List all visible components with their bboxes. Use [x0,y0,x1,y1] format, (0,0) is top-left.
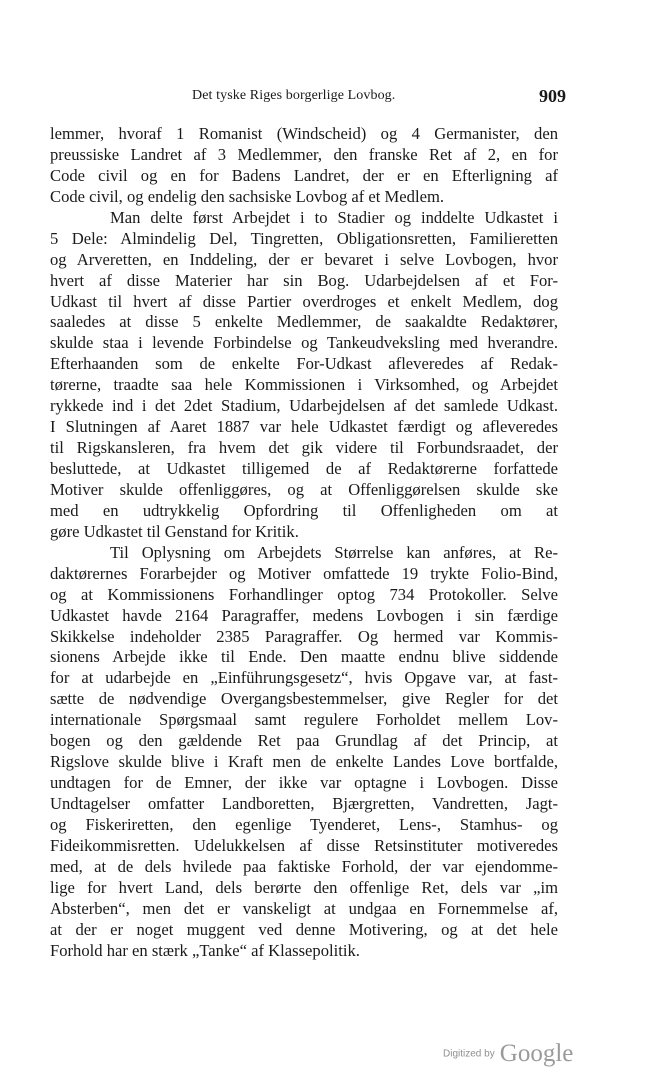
text-line: for at udarbejde en „Einführungsgesetz“, hvis Opgave var, at fast- [50,668,558,688]
text-line: med en udtrykkelig Opfordring til Offenligheden om at [50,500,558,520]
text-line: Code civil, og endelig den sachsiske Lovbog af et Medlem. [50,186,445,206]
text-line: tørerne, traadte saa hele Kommissionen i Virksomhed, og Arbejdet [50,375,558,395]
text-line: Undtagelser omfatter Landboretten, Bjærgretten, Vandretten, Jagt- [50,794,558,813]
text-line: Til Oplysning om Arbejdets Størrelse kan anføres, at Re- [110,542,558,562]
body-text [50,124,558,962]
text-line: til Rigskansleren, fra hvem det gik videre til Forbundsraadet, der [50,438,558,458]
text-line: rykkede ind i det 2det Stadium, Udarbejdelsen af det samlede Udkast. [50,396,558,416]
text-line: sionens Arbejde ikke til Ende. Den maatte endnu blive siddende [50,647,558,667]
text-line: Fideikommisretten. Udelukkelsen af disse Retsinstituter motiveredes [50,835,558,855]
text-line: undtagen for de Emner, der ikke var optagne i Lovbogen. Disse [50,773,558,793]
text-line: sætte de nødvendige Overgangsbestemmelser, give Regler for det [50,689,558,709]
text-line: Code civil og en for Badens Landret, der er en Efterligning af [50,165,558,185]
text-line: Udkast til hvert af disse Partier overdroges et enkelt Medlem, dog [50,291,558,311]
text-line: og at Kommissionens Forhandlinger optog 734 Protokoller. Selve [50,584,558,604]
text-line: og Fiskeriretten, den egenlige Tyenderet, Lens-, Stamhus- og [50,814,558,834]
text-line: Motiver skulde offenliggøres, og at Offenliggørelsen skulde ske [50,479,558,499]
text-line: I Slutningen af Aaret 1887 var hele Udkastet færdigt og afleveredes [50,417,558,437]
text-line: gøre Udkastet til Genstand for Kritik. [50,521,299,541]
text-line: med, at de dels hvilede paa faktiske Forhold, der var ejendomme- [50,856,558,876]
page-number: 909 [539,86,566,106]
digitized-watermark [443,1040,573,1068]
text-line: preussiske Landret af 3 Medlemmer, den franske Ret af 2, en for [50,144,558,164]
digitized-by-label: Digitized by [443,1048,495,1060]
text-line: lige for hvert Land, dels berørte den offenlige Ret, dels var „im [50,877,558,897]
text-line: 5 Dele: Almindelig Del, Tingretten, Obligationsretten, Familieretten [50,228,558,248]
paragraph-3 [50,543,558,962]
text-line: daktørernes Forarbejder og Motiver omfattede 19 trykte Folio-Bind, [50,563,558,583]
text-line: Udkastet havde 2164 Paragraffer, medens Lovbogen i sin færdige [50,605,558,625]
text-line: Efterhaanden som de enkelte For-Udkast afleveredes af Redak- [50,354,558,374]
text-line: hvert af disse Materier har sin Bog. Udarbejdelsen af et For- [50,270,558,290]
text-line: Skikkelse indeholder 2385 Paragraffer. Og hermed var Kommis- [50,626,558,646]
google-logo: Google [499,1040,574,1067]
running-head [96,86,566,110]
text-line: besluttede, at Udkastet tilligemed de af Redaktørerne forfattede [50,459,558,478]
paragraph-2 [50,208,558,543]
text-line: bogen og den gældende Ret paa Grundlag af det Princip, at [50,731,558,751]
paragraph-1 [50,124,558,208]
text-line: Forhold har en stærk „Tanke“ af Klassepolitik. [50,940,360,960]
text-line: internationale Spørgsmaal samt regulere Forholdet mellem Lov- [50,710,558,730]
text-line: Absterben“, men det er vanskeligt at undgaa en Fornemmelse af, [50,898,558,918]
text-line: saaledes at disse 5 enkelte Medlemmer, de saakaldte Redaktører, [50,312,558,332]
running-title: Det tyske Riges borgerlige Lovbog. [192,88,396,103]
text-line: Man delte først Arbejdet i to Stadier og inddelte Udkastet i [110,207,558,227]
text-line: at der er noget muggent ved denne Motivering, og at det hele [50,919,558,939]
text-line: skulde staa i levende Forbindelse og Tankeudveksling med hverandre. [50,333,558,353]
text-line: lemmer, hvoraf 1 Romanist (Windscheid) og 4 Germanister, den [50,124,558,143]
text-line: Rigslove skulde blive i Kraft men de enkelte Landes Love bortfalde, [50,752,558,772]
text-line: og Arveretten, en Inddeling, der er bevaret i selve Lovbogen, hvor [50,249,558,269]
